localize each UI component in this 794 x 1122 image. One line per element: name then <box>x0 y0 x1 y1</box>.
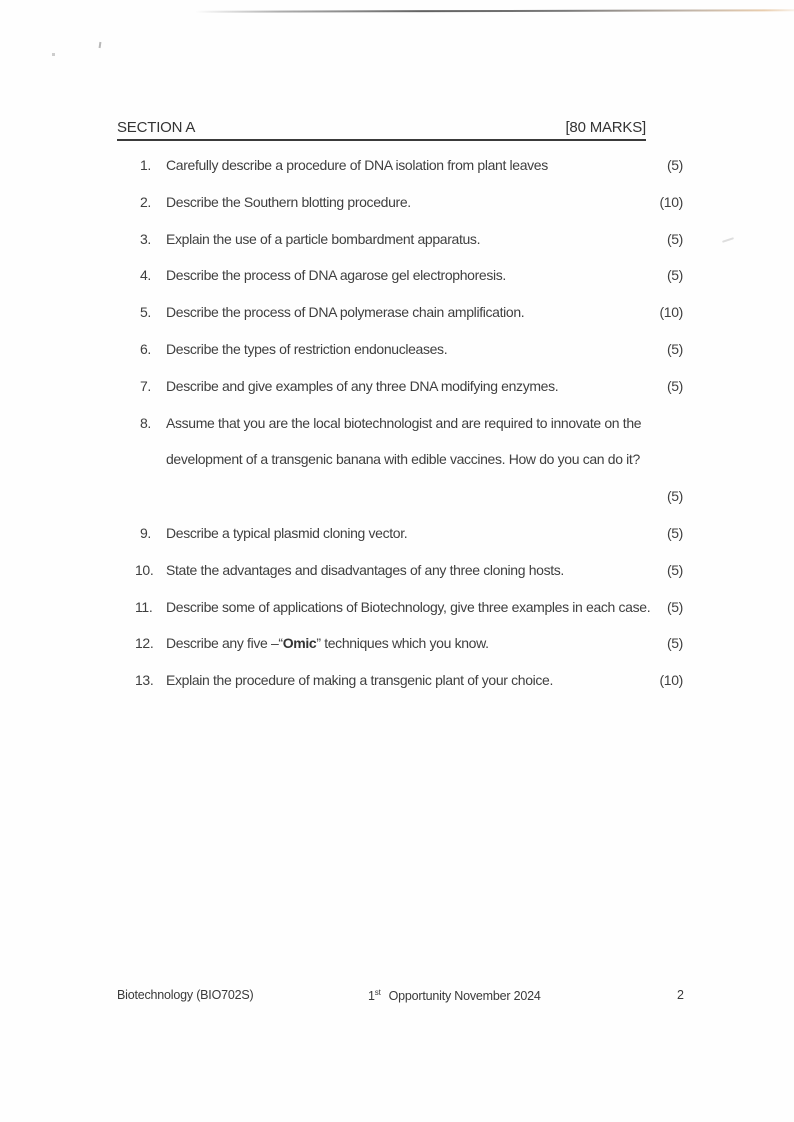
question-row <box>117 488 683 525</box>
question-number: 5. <box>140 304 151 321</box>
question-text: Describe some of applications of Biotechnology, give three examples in each case. <box>166 598 651 615</box>
question-row <box>117 599 683 636</box>
question-number: 11. <box>135 598 153 615</box>
question-marks: (5) <box>666 598 683 615</box>
question-row <box>117 194 683 231</box>
question-row <box>117 267 683 304</box>
question-number: 12. <box>135 635 154 652</box>
footer-exam-session <box>368 988 541 1003</box>
section-marks-total: [80 MARKS] <box>565 119 646 136</box>
footer-session-number: 1 <box>368 989 375 1004</box>
footer-course-code: Biotechnology (BIO702S) <box>117 988 254 1002</box>
scan-speck <box>99 42 102 48</box>
question-row <box>117 451 683 488</box>
question-number: 4. <box>140 267 151 284</box>
question-marks: (5) <box>666 377 683 394</box>
question-row <box>117 525 683 562</box>
question-marks: (5) <box>666 524 683 541</box>
section-header <box>117 119 646 141</box>
question-number: 3. <box>140 230 151 247</box>
question-marks: (5) <box>666 340 683 357</box>
question-number: 9. <box>140 524 151 541</box>
question-row <box>117 635 683 672</box>
question-marks: (5) <box>666 267 683 284</box>
question-text: Describe the process of DNA polymerase chain amplification. <box>166 304 525 321</box>
question-number: 6. <box>140 340 151 357</box>
question-marks: (10) <box>659 193 683 210</box>
question-row <box>117 378 683 415</box>
scan-speck <box>52 53 55 56</box>
question-number: 10. <box>135 561 154 578</box>
question-number: 1. <box>140 157 151 173</box>
page-footer <box>0 988 794 1008</box>
question-row <box>117 562 683 599</box>
question-text: Describe any five –“Omic” techniques which you know. <box>166 635 489 652</box>
question-row <box>117 415 683 452</box>
question-marks: (5) <box>666 635 683 652</box>
question-text: Explain the procedure of making a transgenic plant of your choice. <box>166 672 554 689</box>
footer-session-ordinal: st <box>374 988 381 997</box>
question-text: development of a transgenic banana with edible vaccines. How do you can do it? <box>166 451 640 468</box>
question-text: Explain the use of a particle bombardment apparatus. <box>166 230 481 247</box>
question-row <box>117 672 683 709</box>
question-text: Carefully describe a procedure of DNA isolation from plant leaves <box>166 157 548 173</box>
footer-session-text: Opportunity November 2024 <box>388 989 541 1004</box>
question-text: Describe the process of DNA agarose gel electrophoresis. <box>166 267 506 284</box>
footer-page-number: 2 <box>677 988 684 1002</box>
question-number: 7. <box>140 377 151 394</box>
question-row <box>117 231 683 268</box>
question-text: Describe and give examples of any three DNA modifying enzymes. <box>166 377 559 394</box>
question-text: State the advantages and disadvantages of any three cloning hosts. <box>166 561 564 578</box>
question-text: Assume that you are the local biotechnologist and are required to innovate on the <box>166 414 642 431</box>
question-row <box>117 157 683 194</box>
scan-artifact-line <box>195 9 794 12</box>
question-text: Describe a typical plasmid cloning vector. <box>166 524 408 541</box>
question-marks: (5) <box>666 561 683 578</box>
question-marks: (10) <box>659 672 683 689</box>
section-title: SECTION A <box>117 119 196 136</box>
question-marks: (10) <box>659 304 683 321</box>
question-marks: (5) <box>666 157 683 173</box>
question-text: Describe the types of restriction endonucleases. <box>166 340 448 357</box>
question-number: 8. <box>140 414 151 431</box>
question-number: 13. <box>135 672 154 689</box>
question-row <box>117 341 683 378</box>
scan-smudge <box>722 237 734 243</box>
question-row <box>117 304 683 341</box>
question-number: 2. <box>140 193 151 210</box>
question-list <box>117 157 683 709</box>
question-text: Describe the Southern blotting procedure. <box>166 193 411 210</box>
question-marks: (5) <box>666 230 683 247</box>
question-marks: (5) <box>666 488 683 505</box>
